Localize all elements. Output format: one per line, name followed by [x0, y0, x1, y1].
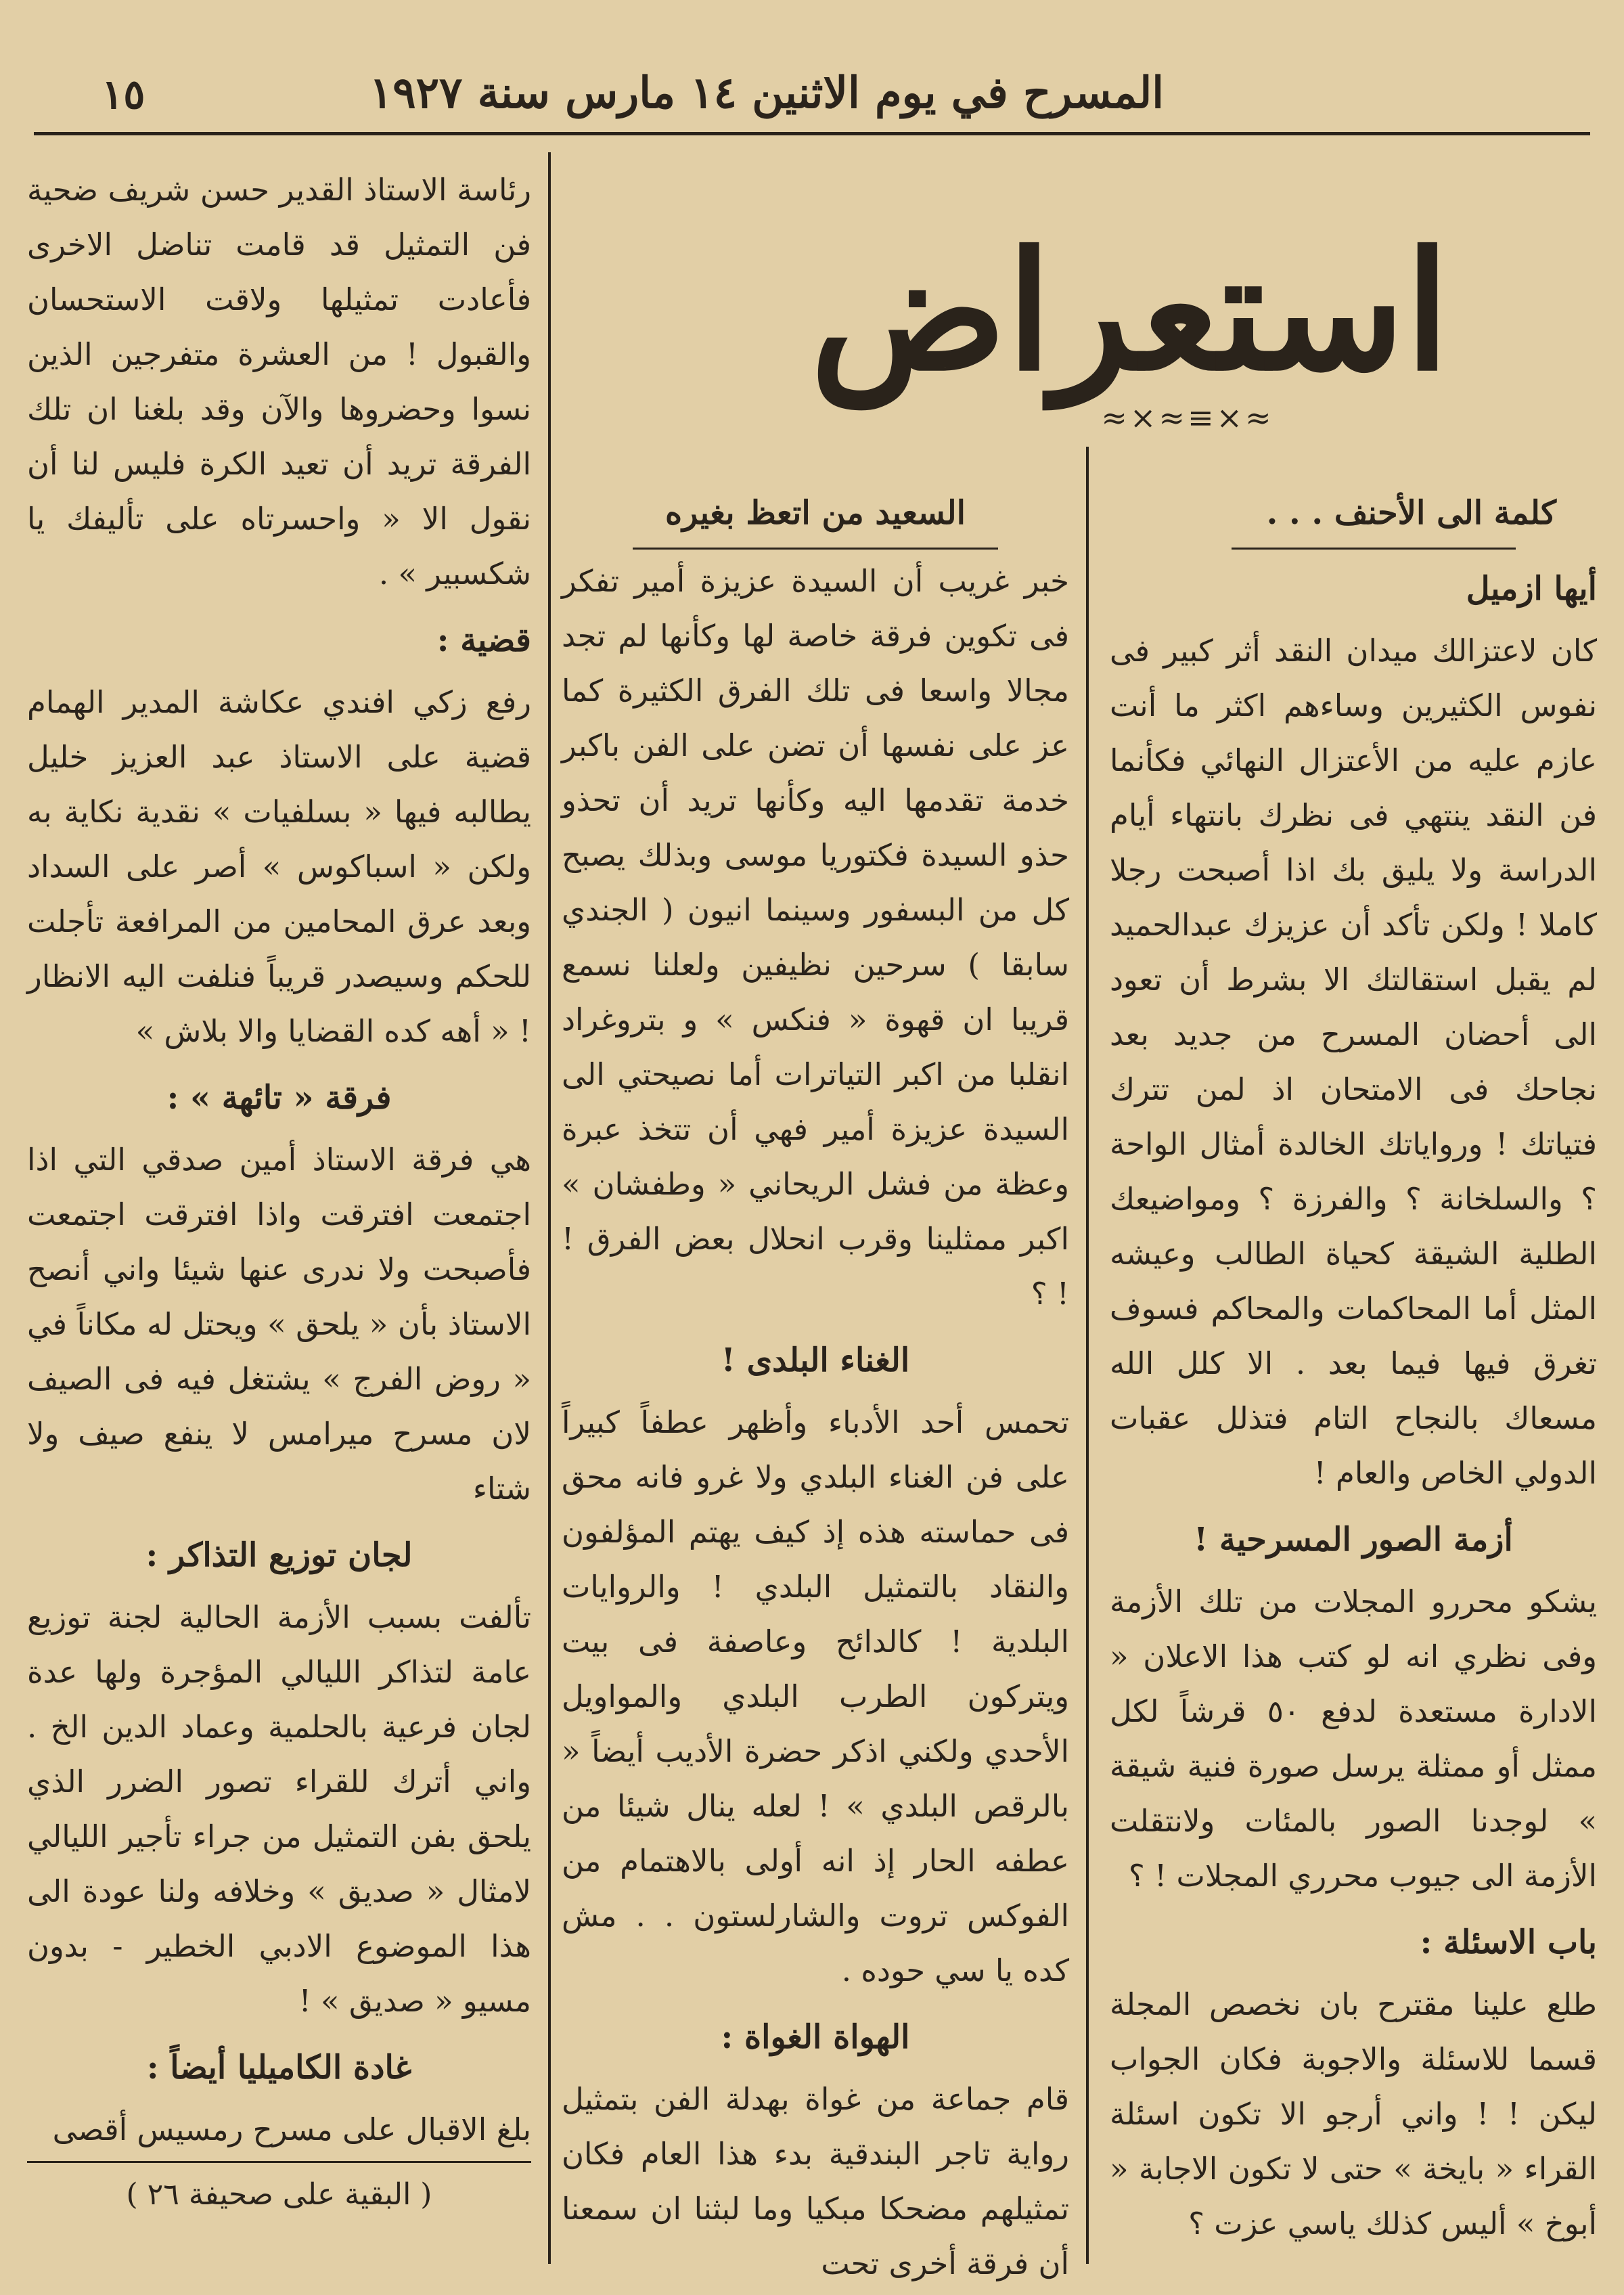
left-column	[27, 162, 531, 2222]
article-body: رئاسة الاستاذ القدير حسن شريف ضحية فن التمثيل قد قامت تناضل الاخرى فأعادت تمثيلها ولاقت الاستحسان والقبول ! من العشرة متفرجين الذين نسوا وحضروها والآن وقد بلغنا ان تلك الفرقة تريد أن تعيد الكرة فليس لنا أن نقول الا « واحسرتاه على تأليفك يا شكسبير » .	[27, 172, 531, 592]
article-heading: كلمة الى الأحنف . . .	[1266, 494, 1556, 532]
article-heading: قضية :	[436, 621, 531, 659]
article-heading: الغناء البلدى !	[721, 1341, 910, 1379]
column-rule-left	[548, 152, 551, 2264]
article-heading: فرقة « تائهة » :	[166, 1079, 392, 1117]
running-head: المسرح في يوم الاثنين ١٤ مارس سنة ١٩٢٧	[369, 68, 1164, 118]
heading-underline	[633, 548, 998, 550]
header-rule	[34, 132, 1590, 135]
article-heading: الهواة الغواة :	[721, 2018, 910, 2056]
title-ornament: ≈⨯≈≡⨯≈	[1101, 399, 1274, 436]
right-column	[1110, 474, 1597, 2255]
middle-column	[562, 474, 1069, 2295]
page-number: ١٥	[102, 71, 145, 118]
article-heading: لجان توزيع التذاكر :	[145, 1536, 413, 1574]
article-heading: باب الاسئلة :	[1420, 1923, 1597, 1961]
article-body: رفع زكي افندي عكاشة المدير الهمام قضية على الاستاذ عبد العزيز خليل يطالبه فيها « بسلفيات » نقدية نكاية به ولكن « اسباكوس » أصر على السداد وبعد عرق المحامين من المرافعة تأجلت للحكم وسيصدر قريباً فنلفت اليه الانظار ! « أهه كده القضايا والا بلاش »	[27, 684, 531, 1049]
article-body: كان لاعتزالك ميدان النقد أثر كبير فى نفوس الكثيرين وساءهم اكثر ما أنت عازم عليه من الأعتزال النهائي فكأنما فن النقد ينتهي فى نظرك بانتهاء أيام الدراسة ولا يليق بك اذا أصبحت رجلا كاملا ! ولكن تأكد أن عزيزك عبدالحميد لم يقبل استقالتك الا بشرط أن تعود الى أحضان المسرح من جديد بعد نجاحك فى الامتحان اذ لمن تترك فتياتك ! ورواياتك الخالدة أمثال الواحة ؟ والسلخانة ؟ والفرزة ؟ ومواضيعك الطلية الشيقة كحياة الطالب وعيشه المثل أما المحاكمات والمحاكم فسوف تغرق فيها فيما بعد . الا كلل الله مسعاك بالنجاح التام فتذلل عقبات الدولي الخاص والعام !	[1110, 633, 1597, 1491]
continuation-rule	[27, 2161, 531, 2163]
article-heading: السعيد من اتعظ بغيره	[664, 494, 966, 532]
article-body: تحمس أحد الأدباء وأظهر عطفاً كبيراً على فن الغناء البلدي ولا غرو فانه محق فى حماسته هذه إذ كيف يهتم المؤلفون والنقاد بالتمثيل البلدي ! والروايات البلدية ! كالدائح وعاصفة فى بيت ويتركون الطرب البلدي والمواويل الأحدي ولكني اذكر حضرة الأديب أيضاً « بالرقص البلدي » ! لعله ينال شيئا من عطفه الحار إذ انه أولى بالاهتمام من الفوكس تروت والشارلستون . . مش كده يا سي حوده .	[562, 1404, 1069, 1988]
section-title: استعراض	[810, 216, 1450, 407]
article-body: بلغ الاقبال على مسرح رمسيس أقصى	[52, 2112, 531, 2147]
article-body: خبر غريب أن السيدة عزيزة أمير تفكر فى تكوين فرقة خاصة لها وكأنها لم تجد مجالا واسعا فى تلك الفرق الكثيرة كما عز على نفسها أن تضن على الفن باكبر خدمة تقدمها اليه وكأنها تريد أن تحذو حذو السيدة فكتوريا موسى وبذلك يصبح كل من البسفور وسينما انيون ( الجندي سابقا ) سرحين نظيفين ولعلنا نسمع قريبا ان قهوة « فنكس » و بتروغراد انقلبا من اكبر التياترات أما نصيحتي الى السيدة عزيزة أمير فهي أن تتخذ عبرة وعظة من فشل الريحاني « وطفشان » اكبر ممثلينا وقرب انحلال بعض الفرق ! ! ؟	[562, 563, 1069, 1312]
article-body: قام جماعة من غواة بهدلة الفن بتمثيل رواية تاجر البندقية بدء هذا العام فكان تمثيلهم مضحكا مبكيا وما لبثنا ان سمعنا أن فرقة أخرى تحت	[562, 2081, 1069, 2281]
article-body: يشكو محررو المجلات من تلك الأزمة وفى نظري انه لو كتب هذا الاعلان « الادارة مستعدة لدفع ٥٠ قرشاً لكل ممثل أو ممثلة يرسل صورة فنية شيقة » لوجدنا الصور بالمئات ولانتقلت الأزمة الى جيوب محرري المجلات ! ؟	[1110, 1584, 1597, 1894]
article-body: تألفت بسبب الأزمة الحالية لجنة توزيع عامة لتذاكر الليالي المؤجرة ولها عدة لجان فرعية بالحلمية وعماد الدين الخ . واني أترك للقراء تصور الضرر الذي يلحق بفن التمثيل من جراء تأجير الليالي لامثال « صديق » وخلافه ولنا عودة الى هذا الموضوع الادبي الخطير - بدون مسيو « صديق » !	[27, 1599, 531, 2019]
column-rule-right	[1086, 447, 1089, 2264]
heading-underline	[1232, 548, 1516, 550]
article-heading: أزمة الصور المسرحية !	[1194, 1521, 1513, 1559]
salutation: أيها ازميل	[1466, 570, 1597, 608]
article-body: طلع علينا مقترح بان نخصص المجلة قسما للاسئلة والاجوبة فكان الجواب ليكن ! ! واني أرجو الا تكون اسئلة القراء « بايخة » حتى لا تكون الاجابة « أبوخ » أليس كذلك ياسي عزت ؟	[1110, 1986, 1597, 2242]
article-heading: غادة الكاميليا أيضاً :	[146, 2049, 412, 2087]
continued-note: ( البقية على صحيفة ٢٦ )	[126, 2177, 432, 2212]
article-body: هي فرقة الاستاذ أمين صدقي التي اذا اجتمعت افترقت واذا افترقت اجتمعت فأصبحت ولا ندرى عنها شيئا واني أنصح الاستاذ بأن « يلحق » ويحتل له مكاناً في « روض الفرج » يشتغل فيه فى الصيف لان مسرح ميرامس لا ينفع صيف ولا شتاء	[27, 1142, 531, 1507]
